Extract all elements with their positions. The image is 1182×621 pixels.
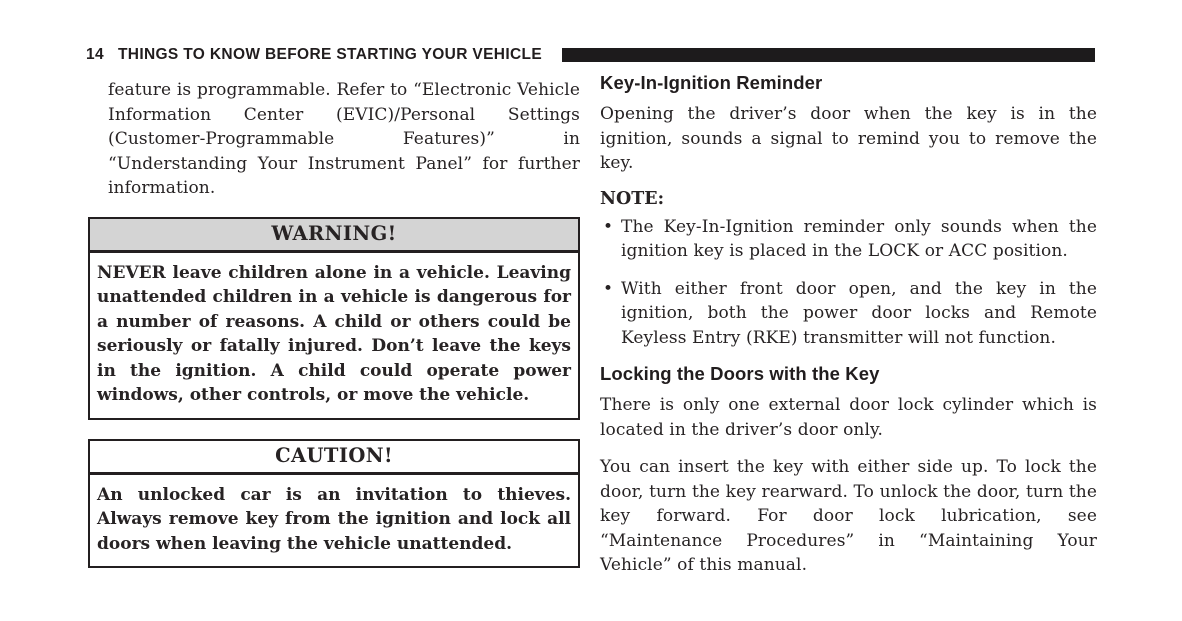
header-rule-bar [562, 48, 1095, 62]
intro-paragraph: feature is programmable. Refer to “Electronic Vehicle Information Center (EVIC)/Personal Settings (Customer-Programmable Features)” in “Understanding Your Instrument Panel” for further information. [108, 80, 580, 198]
locking-doors-paragraph-2: You can insert the key with either side up. To lock the door, turn the key rearward. To unlock the door, turn the key forward. For door lock lubrication, see “Maintenance Procedures” in “Maintaining Your Vehicle” of this manual. [600, 457, 1097, 575]
warning-title: WARNING! [271, 221, 397, 245]
caution-body-text: An unlocked car is an invitation to thieves. Always remove key from the ignition and lock all doors when leaving the vehicle unattended. [97, 484, 571, 554]
note-bullet-list [600, 215, 1097, 351]
note-bullet-item: • With either front door open, and the key in the ignition, both the power door locks and Remote Keyless Entry (RKE) transmitter will not function. [600, 277, 1097, 351]
warning-box [88, 217, 580, 420]
right-column [600, 72, 1097, 591]
warning-box-header [90, 219, 578, 253]
chapter-title: THINGS TO KNOW BEFORE STARTING YOUR VEHICLE [117, 46, 543, 63]
caution-title: CAUTION! [275, 443, 393, 467]
caution-box-header [90, 441, 578, 475]
key-in-ignition-paragraph: Opening the driver’s door when the key is in the ignition, sounds a signal to remind you to remove the key. [600, 104, 1097, 173]
warning-body-text: NEVER leave children alone in a vehicle. Leaving unattended children in a vehicle is dangerous for a number of reasons. A child or others could be seriously or fatally injured. Don’t leave the keys in the ignition. A child could operate power windows, other controls, or move the vehicle. [97, 262, 571, 405]
page-header [86, 46, 542, 64]
section-heading-key-in-ignition: Key-In-Ignition Reminder [600, 72, 823, 93]
left-column [88, 78, 580, 568]
note-bullet-item: • The Key-In-Ignition reminder only sounds when the ignition key is placed in the LOCK or ACC position. [600, 215, 1097, 264]
locking-doors-paragraph-1: There is only one external door lock cylinder which is located in the driver’s door only. [600, 395, 1097, 440]
caution-box [88, 439, 580, 569]
section-heading-locking-doors: Locking the Doors with the Key [600, 363, 880, 384]
note-label: NOTE: [600, 188, 665, 209]
page-number: 14 [86, 46, 104, 63]
